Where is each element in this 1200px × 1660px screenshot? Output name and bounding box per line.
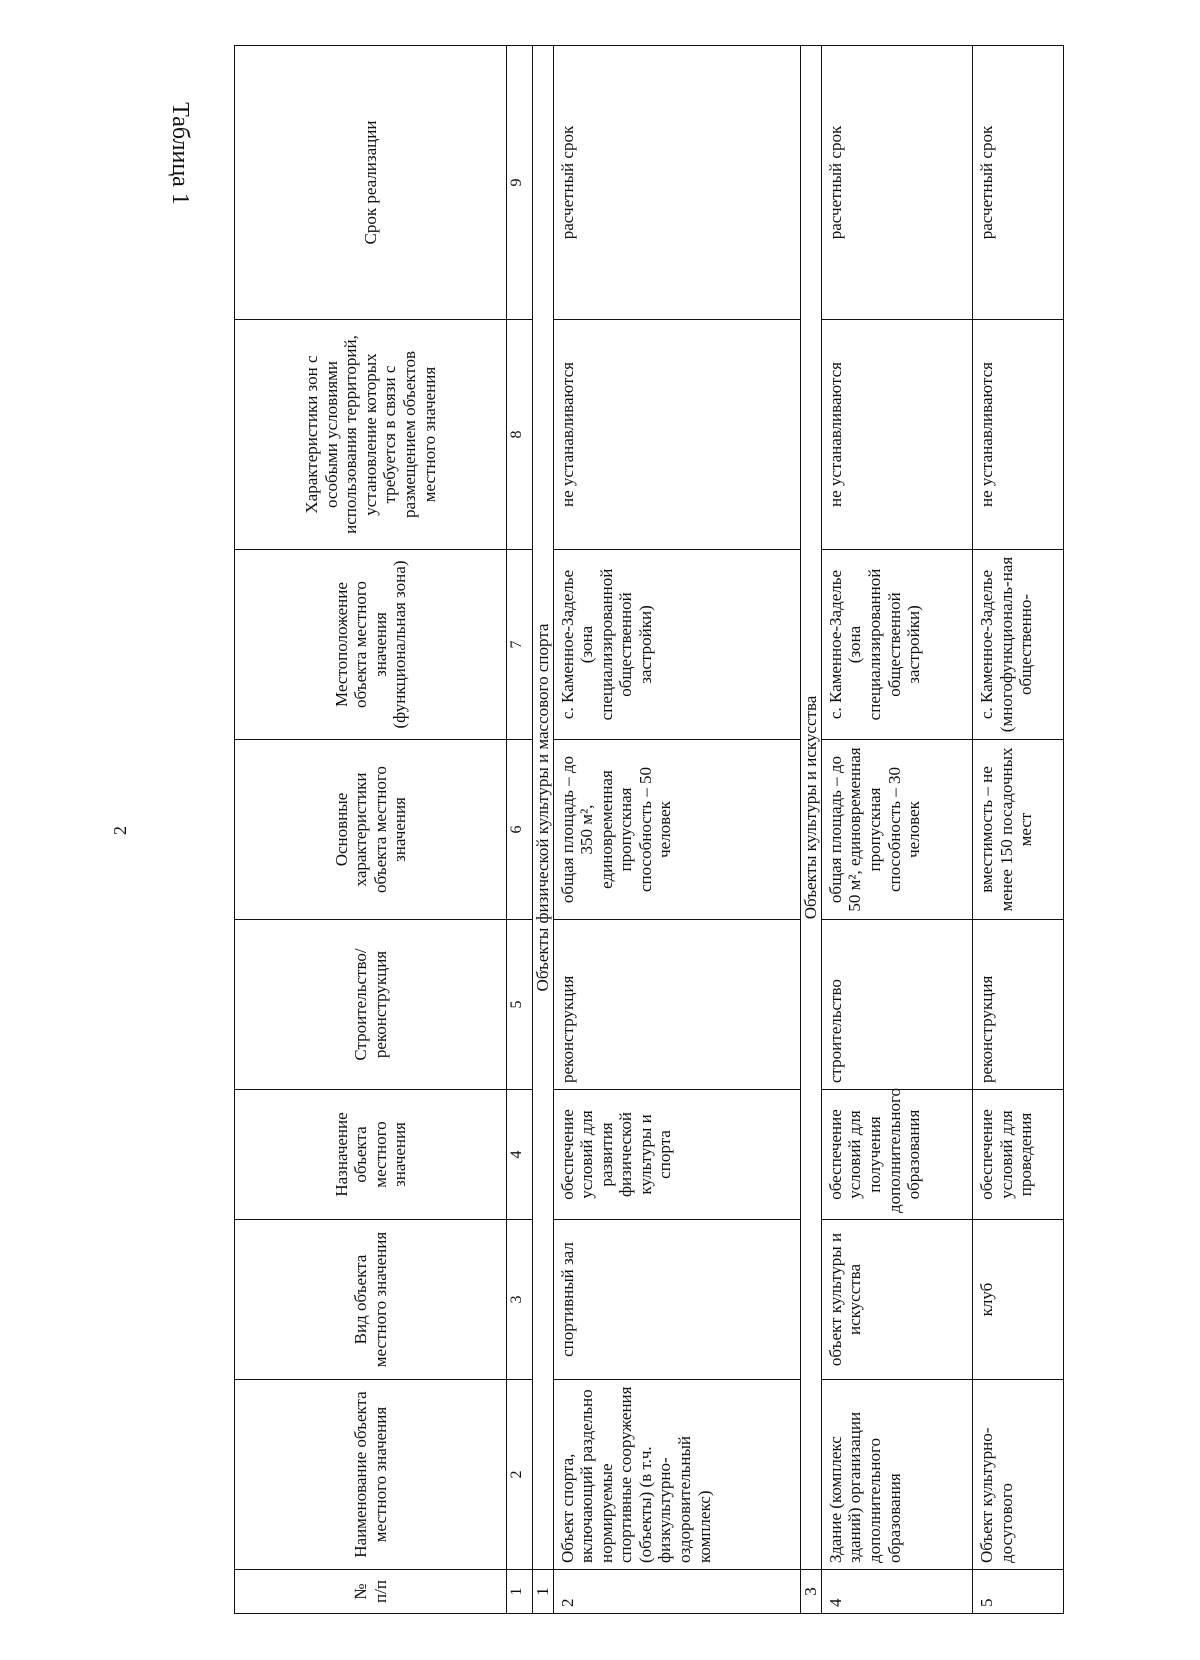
objects-table <box>234 45 1064 1614</box>
col-number: 8 <box>507 320 532 550</box>
section-title: Объекты культуры и искусства <box>800 46 821 1570</box>
object-location: с. Каменное-Заделье (зона специализированной общественной застройки) <box>553 550 800 740</box>
object-type: клуб <box>973 1220 1064 1380</box>
object-term: расчетный срок <box>973 46 1064 320</box>
object-name: Объект спорта, включающий раздельно нормируемые спортивные сооружения (объекты) (в т.ч. физкультурно-оздоровительный комплекс) <box>553 1380 800 1570</box>
header-type: Вид объекта местного значения <box>235 1220 507 1380</box>
object-type: спортивный зал <box>553 1220 800 1380</box>
object-work: реконструкция <box>553 920 800 1090</box>
object-work: строительство <box>821 920 972 1090</box>
col-number: 9 <box>507 46 532 320</box>
header-term: Срок реализации <box>235 46 507 320</box>
object-zones: не устанавливаются <box>973 320 1064 550</box>
header-chars: Основные характеристики объекта местного значения <box>235 740 507 920</box>
header-location: Местоположение объекта местного значения (функциональная зона) <box>235 550 507 740</box>
object-term: расчетный срок <box>553 46 800 320</box>
object-work: реконструкция <box>973 920 1064 1090</box>
object-name: Здание (комплекс зданий) организации дополнительного образования <box>821 1380 972 1570</box>
object-characteristics: общая площадь – до 50 м², единовременная пропускная способность – 30 человек <box>821 740 972 920</box>
header-name: Наименование объекта местного значения <box>235 1380 507 1570</box>
col-number: 5 <box>507 920 532 1090</box>
object-purpose: обеспечение условий для получения дополнительного образования <box>821 1090 972 1220</box>
section-number: 1 <box>532 1570 553 1614</box>
col-number: 4 <box>507 1090 532 1220</box>
section-number: 3 <box>800 1570 821 1614</box>
col-number: 7 <box>507 550 532 740</box>
object-zones: не устанавливаются <box>821 320 972 550</box>
object-name: Объект культурно-досугового <box>973 1380 1064 1570</box>
col-number: 6 <box>507 740 532 920</box>
header-row <box>235 46 507 1614</box>
header-purpose: Назначение объекта местного значения <box>235 1090 507 1220</box>
object-characteristics: общая площадь – до 350 м², единовременная пропускная способность – 50 человек <box>553 740 800 920</box>
table-row <box>821 46 972 1614</box>
row-number: 4 <box>821 1570 972 1614</box>
table-caption: Таблица 1 <box>166 102 193 205</box>
section-row <box>532 46 553 1614</box>
table-row <box>973 46 1064 1614</box>
col-number: 3 <box>507 1220 532 1380</box>
object-purpose: обеспечение условий для проведения <box>973 1090 1064 1220</box>
table-row <box>553 46 800 1614</box>
row-number: 5 <box>973 1570 1064 1614</box>
col-number: 2 <box>507 1380 532 1570</box>
header-work: Строительство/ реконструкция <box>235 920 507 1090</box>
page-number: 2 <box>110 826 130 835</box>
object-type: объект культуры и искусства <box>821 1220 972 1380</box>
section-row <box>800 46 821 1614</box>
object-characteristics: вместимость – не менее 150 посадочных мест <box>973 740 1064 920</box>
object-purpose: обеспечение условий для развития физической культуры и спорта <box>553 1090 800 1220</box>
header-num: № п/п <box>235 1570 507 1614</box>
object-term: расчетный срок <box>821 46 972 320</box>
row-number: 2 <box>553 1570 800 1614</box>
object-location: с. Каменное-Заделье (зона специализированной общественной застройки) <box>821 550 972 740</box>
header-zones: Характеристики зон с особыми условиями использования территорий, установление которых требуется в связи с размещением объектов местного значения <box>235 320 507 550</box>
column-number-row <box>507 46 532 1614</box>
section-title: Объекты физической культуры и массового спорта <box>532 46 553 1570</box>
col-number: 1 <box>507 1570 532 1614</box>
object-location: с. Каменное-Заделье (многофункциональ-ная общественно- <box>973 550 1064 740</box>
table-wrapper <box>234 46 1064 1614</box>
object-zones: не устанавливаются <box>553 320 800 550</box>
